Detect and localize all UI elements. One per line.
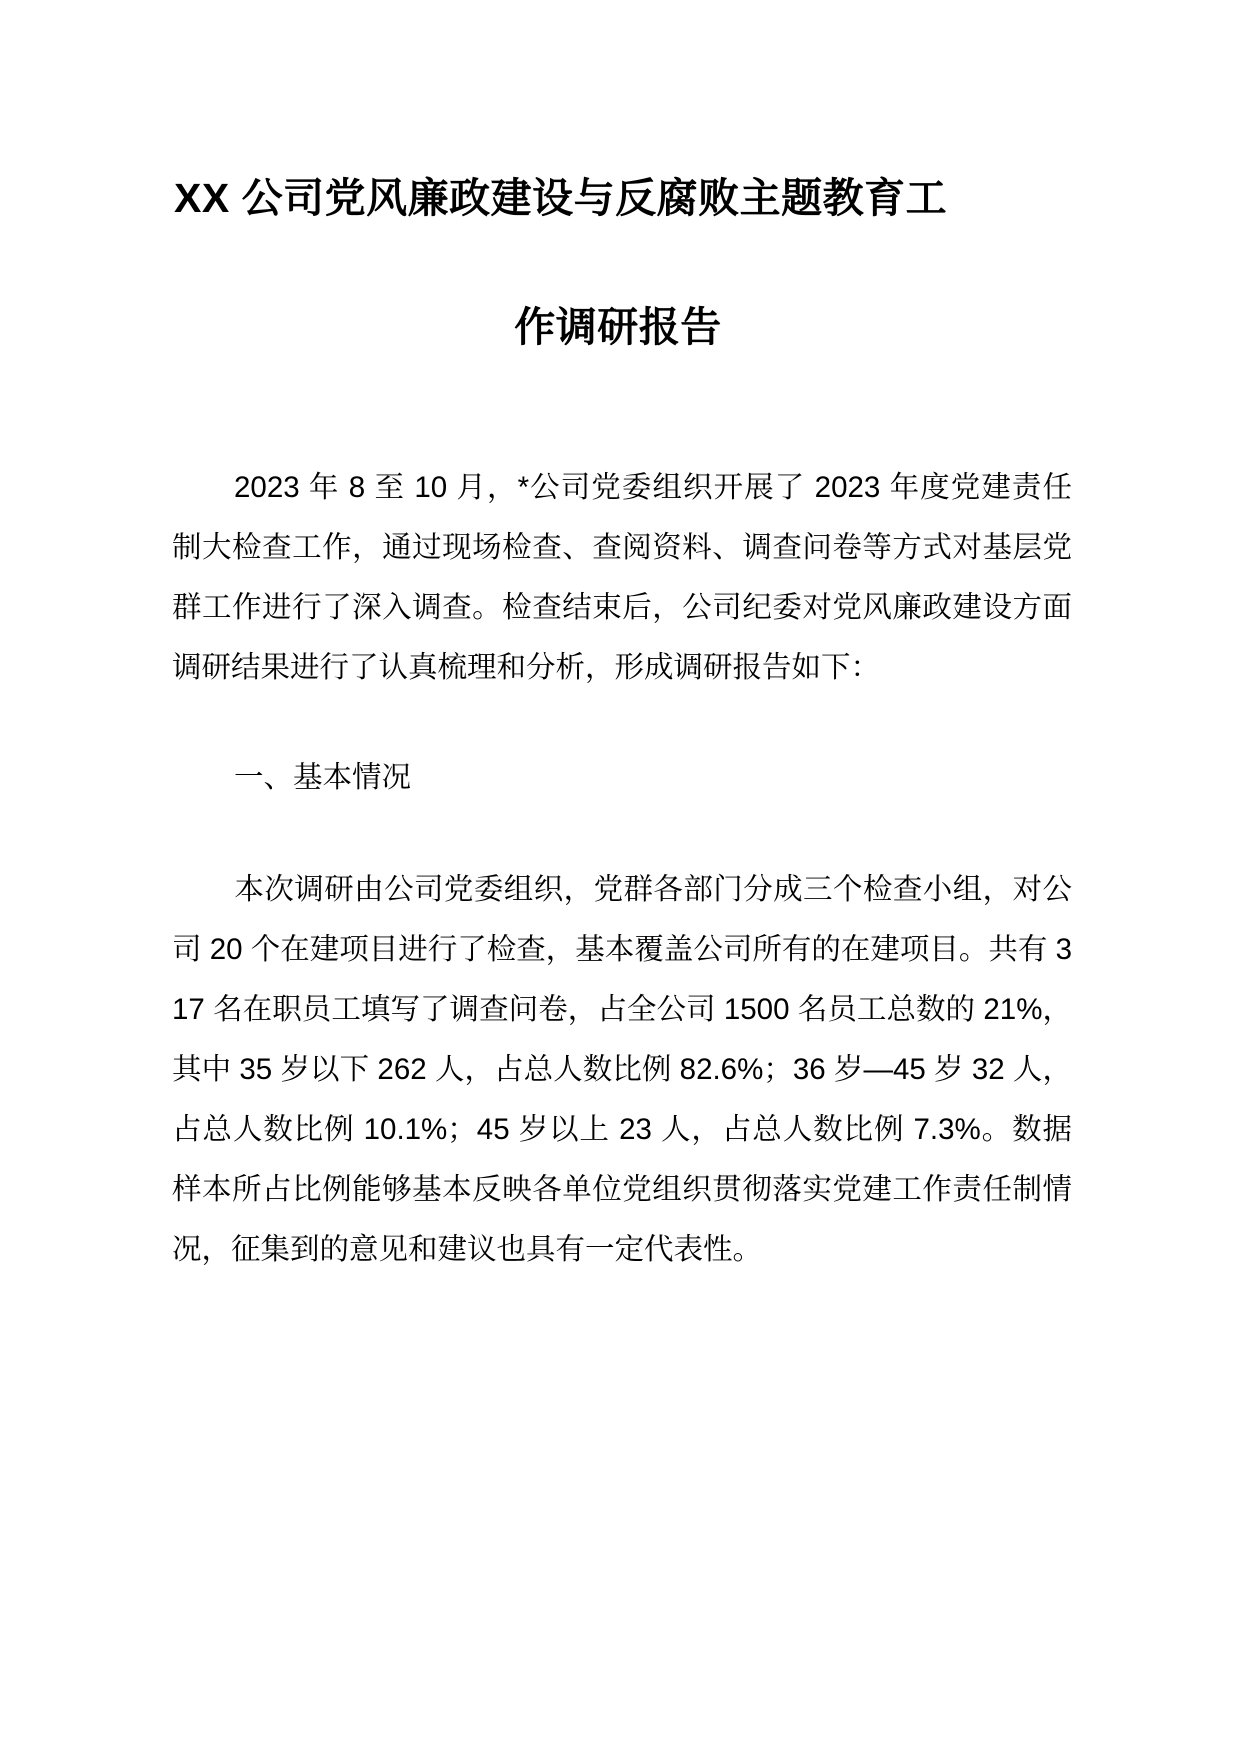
paragraph-basic-situation bbox=[172, 860, 1072, 1280]
page-title-line-2: 作调研报告 bbox=[514, 304, 722, 350]
section-heading-1-text: 一、基本情况 bbox=[234, 761, 412, 794]
page-content-area bbox=[172, 0, 1072, 1280]
paragraph-intro bbox=[172, 458, 1072, 698]
title-body-spacer bbox=[172, 348, 1072, 458]
page-title bbox=[172, 0, 1072, 348]
page-title-line-1: XX 公司党风廉政建设与反腐败主题教育工 bbox=[174, 175, 948, 221]
heading-paragraph-spacer bbox=[172, 808, 1072, 860]
section-heading-1 bbox=[172, 748, 1072, 808]
paragraph-intro-text: 2023 年 8 至 10 月，*公司党委组织开展了 2023 年度党建责任制大检查工作，通过现场检查、查阅资料、调查问卷等方式对基层党群工作进行了深入调查。检查结束后，公司纪委对党风廉政建设方面调研结果进行了认真梳理和分析，形成调研报告如下： bbox=[172, 471, 1072, 684]
paragraph-basic-situation-text: 本次调研由公司党委组织，党群各部门分成三个检查小组，对公司 20 个在建项目进行了检查，基本覆盖公司所有的在建项目。共有 317 名在职员工填写了调查问卷，占全公司 1500 名员工总数的 21%，其中 35 岁以下 262 人，占总人数比例 82.6%；36 岁—45 岁 32 人，占总人数比例 10.1%；45 岁以上 23 人，占总人数比例 7.3%。数据样本所占比例能够基本反映各单位党组织贯彻落实党建工作责任制情况，征集到的意见和建议也具有一定代表性。 bbox=[172, 873, 1072, 1266]
paragraph-heading-spacer bbox=[172, 698, 1072, 748]
